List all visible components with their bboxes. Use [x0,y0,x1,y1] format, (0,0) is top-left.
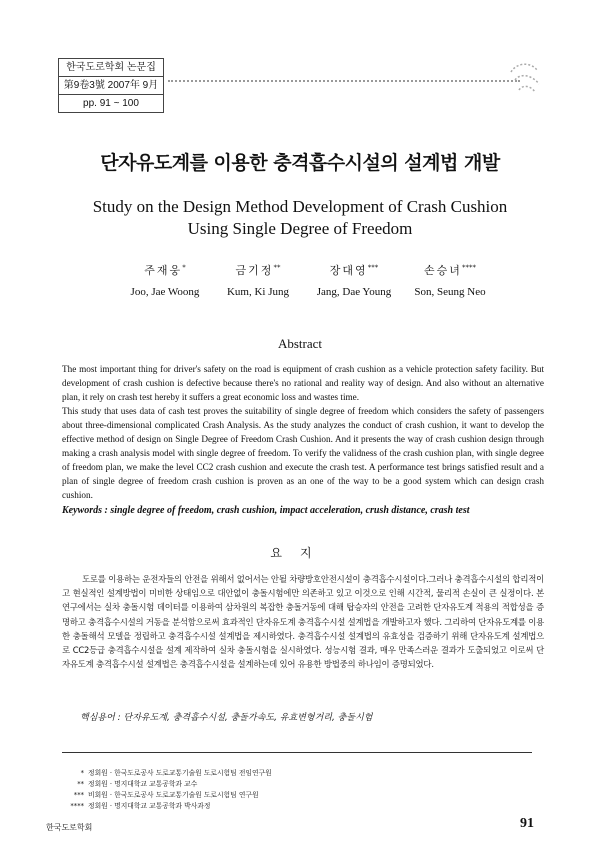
footnotes [62,768,272,812]
author-1-name-en: Joo, Jae Woong [130,286,200,298]
footnote-1 [62,768,272,779]
author-2-mark: ** [273,263,281,272]
author-4 [390,262,510,298]
author-4-name-ko: 손승녀 [424,264,462,277]
dotted-rule [168,80,520,82]
paper-title-english [0,196,600,240]
footnote-3-text: 비회원 · 한국도로공사 도로교통기술원 도로시험팀 연구원 [88,791,259,799]
abstract-body [62,362,544,502]
abstract-heading: Abstract [277,336,323,351]
footnote-2 [62,779,272,790]
page-number: 91 [520,816,534,831]
footer-journal-name: 한국도로학회 [46,823,93,832]
summary-text: 도로를 이용하는 운전자들의 안전을 위해서 없어서는 안될 차량방호안전시설이 충격흡수시설이다.그러나 충격흡수시설의 합리적이고 현실적인 설계방법이 미비한 상태임으로 대안없이 충돌시험에만 의존하고 있고 이것으로 인해 시간적, 물리적 손실이 큰 실정이다. 본 연구에서는 실차 충돌시험 데이터를 이용하여 삼차원의 복잡한 충돌거동에 대해 탑승자의 안전을 고려한 단자유도계 적용의 적합성을 증명하고 충격흡수시설의 거동을 분석함으로써 효과적인 단자유도계 충격흡수시설 설계법을 개발하고자 했다. 그리하여 단자유도계를 이용한 충돌해석 모델을 정립하고 충격흡수시설 설계법을 제시하였다. 충격흡수시설 설계법의 유효성을 검증하기 위해 단자유도계 설계법으로 CC2등급 충격흡수시설을 설계 제작하여 실차 충돌시험을 실시하였다. 성능시험 결과, 매우 만족스러운 결과가 도출되었고 이로써 단자유도계 충격흡수시설 설계법은 충격흡수시설을 설계하는데 있어 유용한 방법중의 하나임이 증명되었다. [62,574,544,670]
paper-title-english-line1: Study on the Design Method Development of Crash Cushion [92,197,508,216]
author-3-name-ko: 장대영 [329,264,368,277]
author-2-name-ko: 금기정 [235,264,274,277]
footnote-4-text: 정회원 · 명지대학교 교통공학과 박사과정 [88,802,211,810]
footnote-3-mark: *** [73,791,84,799]
footnote-3 [62,790,272,801]
summary-heading: 요지 [270,546,330,560]
paper-title-english-line2: Using Single Degree of Freedom [187,219,413,238]
journal-info-box [58,58,164,113]
paper-title-korean: 단자유도계를 이용한 충격흡수시설의 설계법 개발 [100,152,500,174]
keywords: Keywords : single degree of freedom, crash cushion, impact acceleration, crush distance, crash test [62,505,470,516]
journal-issue: 第9卷3號 2007年 9月 [59,77,163,95]
footnote-1-text: 정회원 · 한국도로공사 도로교통기술원 도로시험팀 전임연구원 [88,769,272,777]
journal-pages: pp. 91 ~ 100 [83,98,139,109]
author-3-name-en: Jang, Dae Young [316,286,392,298]
footnote-2-text: 정회원 · 명지대학교 교통공학과 교수 [88,780,198,788]
author-4-mark: **** [461,263,476,272]
korean-keywords: 핵심용어 : 단자유도계, 충격흡수시설, 충돌가속도, 유효변형거리, 충돌시험 [80,713,373,723]
summary-body [62,572,544,671]
abstract-paragraph-2: This study that uses data of cash test proves the suitability of single degree of freedom which considers the safety of passengers about three-dimensional complicated Crash Analysis. As the study analyzes the conduct of crash cushion, it want to develop the effective method of design on Single Degree of Freedom Crash Cushion. And it presents the way of crash cushion design through making a crash analysis model with single degree of freedom. To verify the validness of the crash cushion plan, with single degree of freedom plan, we make the level CC2 crash cushion and execute the crash test. A performance test brings satisfied result and a plan of single degree of freedom crash cushion is proven as an one of the way to be a good system which can design crash cushion. [62,406,544,500]
footnote-4 [62,801,272,812]
abstract-paragraph-1: The most important thing for driver's safety on the road is equipment of crash cushion as a vehicle protection safety facility. But development of crash cushion is defective because there's no rational and reality way of design. And also without an alternative plan, it rely on crash test hereby it suffers a great economic loss and wastes time. [62,364,544,402]
footnote-2-mark: ** [77,780,84,788]
author-2-name-en: Kum, Ki Jung [226,286,290,298]
author-1-name-ko: 주재웅 [144,264,183,277]
footnote-1-mark: * [80,769,84,777]
author-3-mark: *** [367,263,379,272]
footnote-rule [62,752,532,753]
footnote-4-mark: **** [70,802,84,810]
author-4-name-en: Son, Seung Neo [414,286,486,298]
journal-name: 한국도로학회 논문집 [59,59,163,77]
author-1-mark: * [182,263,186,272]
decorative-scribble-icon [505,58,545,98]
